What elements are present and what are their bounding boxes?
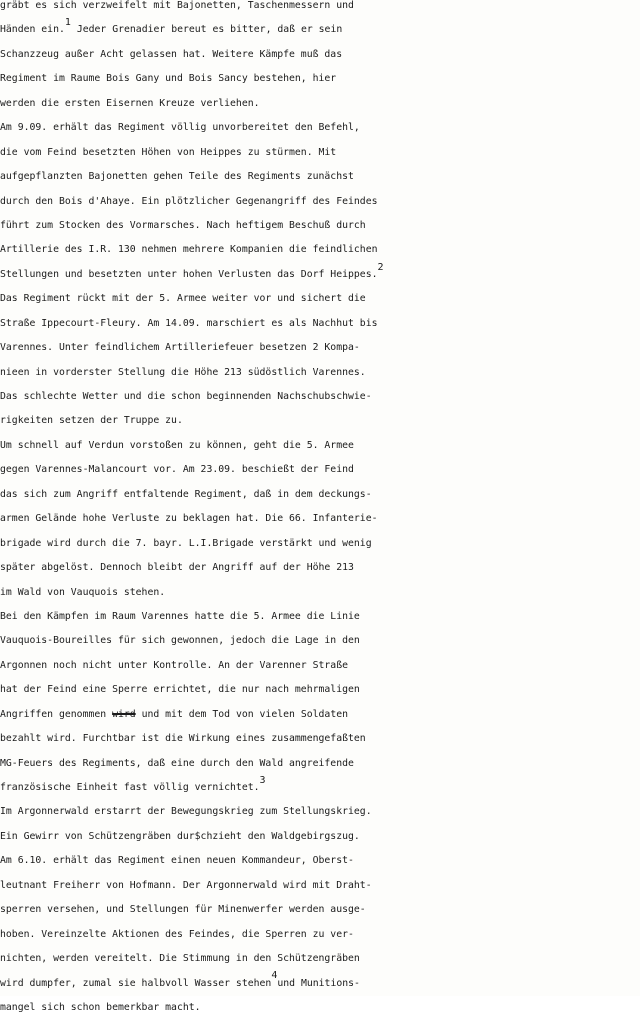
text-segment: Argonnen noch nicht unter Kontrolle. An der Varenner Straße [0,659,348,671]
text-segment: Angriffen genommen [0,708,113,720]
text-line [0,678,640,702]
text-segment: französische Einheit fast völlig vernichtet. [0,782,260,793]
footnote-marker: 4 [271,970,278,982]
text-line [0,238,640,262]
footnote-marker: 3 [259,774,266,786]
text-line [0,972,640,996]
text-line [0,800,640,824]
text-line [0,43,640,67]
text-segment: hoben. Vereinzelte Aktionen des Feindes, die Sperren zu ver- [0,928,354,940]
footnote-marker: 2 [377,261,384,273]
text-segment: Am 6.10. erhält das Regiment einen neuen Kommandeur, Oberst- [0,855,354,867]
text-segment: Vauquois-Boureilles für sich gewonnen, jedoch die Lage in den [0,635,360,647]
text-segment: leutnant Freiherr von Hofmann. Der Argonnerwald wird mit Draht- [0,879,372,891]
struck-word: wird [112,708,136,720]
text-line [0,996,640,1020]
text-segment: Am 9.09. erhält das Regiment völlig unvorbereitet den Befehl, [0,122,360,134]
text-segment: Artillerie des I.R. 130 nehmen mehrere Kompanien die feindlichen [0,244,378,256]
text-segment: Das schlechte Wetter und die schon beginnenden Nachschubschwie- [0,391,372,402]
text-segment: gräbt es sich verzweifelt mit Bajonetten, Taschenmessern und [0,0,354,11]
text-segment: später abgelöst. Dennoch bleibt der Angriff auf der Höhe 213 [0,562,354,574]
text-segment: und Munitions- [277,977,360,989]
text-line [0,629,640,653]
text-line [0,287,640,311]
text-segment: Schanzzeug außer Acht gelassen hat. Weitere Kämpfe muß das [0,48,343,60]
text-line [0,898,640,922]
text-segment: Händen ein. [0,24,65,36]
text-line [0,923,640,947]
text-segment: Varennes. Unter feindlichem Artilleriefeuer besetzen 2 Kompa- [0,342,360,354]
text-line [0,385,640,409]
text-line [0,605,640,629]
text-segment: Stellungen und besetzten unter hohen Verlusten das Dorf Heippes. [0,268,378,280]
text-line [0,703,640,727]
text-segment: Jeder Grenadier bereut es bitter, daß er sein [70,24,343,36]
text-line [0,727,640,751]
text-line [0,581,640,605]
text-line [0,654,640,678]
text-segment: und mit dem Tod von vielen Soldaten [135,708,349,720]
text-segment: im Wald von Vauquois stehen. [0,586,166,598]
text-line [0,849,640,873]
text-segment: wird dumpfer, zumal sie halbvoll Wasser stehen [0,977,272,989]
text-line [0,18,640,42]
text-line [0,776,640,800]
footnote-marker: 1 [64,17,71,29]
text-line [0,752,640,776]
text-segment: die vom Feind besetzten Höhen von Heippes zu stürmen. Mit [0,146,337,158]
text-line [0,458,640,482]
text-segment: nichten, werden vereitelt. Die Stimmung in den Schützengräben [0,953,360,965]
text-segment: werden die ersten Eisernen Kreuze verliehen. [0,97,260,109]
text-line [0,0,640,18]
text-segment: Bei den Kämpfen im Raum Varennes hatte die 5. Armee die Linie [0,610,360,622]
text-line [0,336,640,360]
text-line [0,483,640,507]
text-segment: Um schnell auf Verdun vorstoßen zu können, geht die 5. Armee [0,439,354,451]
text-segment: das sich zum Angriff entfaltende Regiment, daß in dem deckungs- [0,488,372,500]
text-segment: Regiment im Raume Bois Gany und Bois Sancy bestehen, hier [0,73,337,85]
text-line [0,67,640,91]
text-segment: armen Gelände hohe Verluste zu beklagen hat. Die 66. Infanterie- [0,513,378,525]
text-segment: bezahlt wird. Furchtbar ist die Wirkung eines zusammengefaßten [0,733,366,745]
text-line [0,92,640,116]
text-line [0,825,640,849]
text-line [0,434,640,458]
text-segment: Ein Gewirr von Schützengräben dur$chzieht den Waldgebirgszug. [0,830,360,842]
text-segment: brigade wird durch die 7. bayr. L.I.Brigade verstärkt und wenig [0,537,372,549]
text-line [0,263,640,287]
text-line [0,312,640,336]
text-segment: hat der Feind eine Sperre errichtet, die nur nach mehrmaligen [0,684,360,696]
text-line [0,874,640,898]
text-segment: rigkeiten setzen der Truppe zu. [0,415,183,427]
text-segment: MG-Feuers des Regiments, daß eine durch den Wald angreifende [0,757,354,769]
text-line [0,507,640,531]
text-segment: mangel sich schon bemerkbar macht. [0,1001,201,1013]
text-segment: Im Argonnerwald erstarrt der Bewegungskrieg zum Stellungskrieg. [0,806,372,818]
text-segment: Das Regiment rückt mit der 5. Armee weiter vor und sichert die [0,293,366,305]
text-line [0,165,640,189]
text-line [0,556,640,580]
text-segment: aufgepflanzten Bajonetten gehen Teile des Regiments zunächst [0,171,354,183]
text-line [0,409,640,433]
text-line [0,361,640,385]
text-segment: durch den Bois d'Ahaye. Ein plötzlicher Gegenangriff des Feindes [0,195,378,207]
text-segment: führt zum Stocken des Vormarsches. Nach heftigem Beschuß durch [0,219,366,231]
text-line [0,532,640,556]
text-line [0,141,640,165]
text-line [0,947,640,971]
text-segment: Straße Ippecourt-Fleury. Am 14.09. marschiert es als Nachhut bis [0,317,378,329]
text-segment: sperren versehen, und Stellungen für Minenwerfer werden ausge- [0,904,366,916]
text-line [0,190,640,214]
text-line [0,116,640,140]
text-line [0,214,640,238]
text-segment: nieen in vorderster Stellung die Höhe 213 südöstlich Varennes. [0,366,366,378]
text-segment: gegen Varennes-Malancourt vor. Am 23.09. beschießt der Feind [0,464,354,476]
